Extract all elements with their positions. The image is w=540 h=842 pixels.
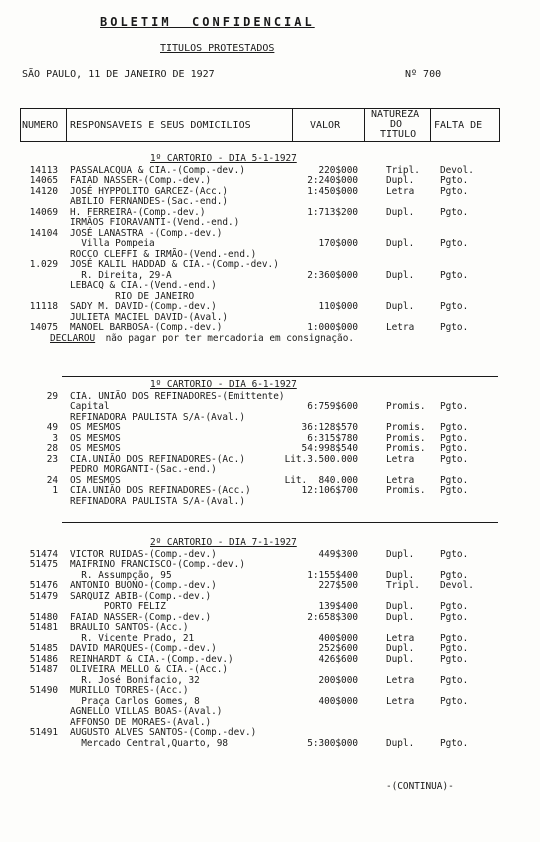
row-falta: Pgto.: [440, 301, 469, 312]
row-natureza: Dupl.: [386, 653, 415, 665]
row-party: REFINADORA PAULISTA S/A-(Aval.): [70, 495, 245, 507]
row-party: MANOEL BARBOSA-(Comp.-dev.): [70, 322, 223, 333]
col-falta: FALTA DE: [434, 120, 483, 131]
row-party: Villa Pompeia: [70, 238, 155, 249]
col-natureza: NATUREZA: [371, 109, 420, 120]
row-valor: 227$500: [318, 580, 358, 591]
row-party: OS MESMOS: [70, 474, 121, 486]
row-party: R. José Bonifacio, 32: [70, 674, 200, 686]
row-valor: 426$600: [318, 653, 358, 665]
row-natureza: Letra: [386, 474, 415, 486]
row-party: LEBACQ & CIA.-(Vend.-end.): [70, 280, 217, 291]
row-party: IRMÃOS FIORAVANTI-(Vend.-end.): [70, 217, 240, 228]
row-falta: Pgto.: [440, 569, 469, 581]
section-divider: [62, 376, 498, 377]
row-party: FAIAD NASSER-(Comp.-dev.): [70, 611, 212, 623]
row-valor: 400$000: [318, 695, 358, 707]
col-numero: NUMERO: [22, 120, 59, 131]
bulletin-number: Nº 700: [405, 69, 442, 80]
row-number: 14075: [29, 322, 58, 333]
row-party: PORTO FELIZ: [70, 601, 166, 612]
row-falta: Pgto.: [440, 238, 469, 249]
row-valor: 110$000: [318, 301, 358, 312]
section-heading: 1º CARTORIO - DIA 6-1-1927: [150, 379, 297, 390]
row-falta: Pgto.: [440, 185, 469, 197]
row-natureza: Letra: [386, 322, 415, 333]
row-natureza: Dupl.: [386, 548, 415, 560]
row-number: 11118: [29, 301, 58, 312]
col-responsaveis: RESPONSAVEIS E SEUS DOMICILIOS: [70, 120, 251, 131]
row-party: Mercado Central,Quarto, 98: [70, 737, 229, 749]
note-text: não pagar por ter mercadoria em consignação.: [100, 332, 354, 344]
row-valor: 1:155$400: [307, 569, 358, 581]
row-number: 51487: [29, 664, 58, 675]
row-number: 14113: [29, 164, 58, 176]
row-party: AFFONSO DE MORAES-(Aval.): [70, 716, 212, 728]
row-valor: 1:000$000: [307, 322, 358, 333]
row-valor: 6:759$600: [307, 401, 358, 412]
row-valor: 170$000: [318, 238, 358, 249]
col-natureza-do: DO: [390, 119, 403, 130]
row-party: AGNELLO VILLAS BOAS-(Aval.): [70, 706, 223, 717]
row-number: 51490: [29, 685, 58, 696]
row-valor: 400$000: [318, 632, 358, 644]
column-divider: [66, 108, 67, 142]
row-number: 51486: [29, 653, 58, 665]
row-falta: Pgto.: [440, 453, 469, 465]
section-heading: 1º CARTORIO - DIA 5-1-1927: [150, 153, 297, 164]
row-party: Praça Carlos Gomes, 8: [70, 695, 200, 707]
row-natureza: Letra: [386, 674, 415, 686]
row-party: PEDRO MORGANTI-(Sac.-end.): [70, 464, 217, 475]
row-valor: 200$000: [318, 674, 358, 686]
row-falta: Pgto.: [440, 322, 469, 333]
place-date: SÃO PAULO, 11 DE JANEIRO DE 1927: [22, 69, 215, 80]
row-natureza: Letra: [386, 453, 415, 465]
row-natureza: Dupl.: [386, 643, 415, 654]
document-subtitle: TITULOS PROTESTADOS: [160, 43, 275, 54]
row-number: 29: [46, 390, 58, 402]
row-natureza: Dupl.: [386, 206, 415, 218]
row-party: DAVID MARQUES-(Comp.-dev.): [70, 643, 217, 654]
row-falta: Pgto.: [440, 611, 469, 623]
row-falta: Pgto.: [440, 269, 469, 281]
row-natureza: Promis.: [386, 422, 426, 433]
section-heading: 2º CARTORIO - DIA 7-1-1927: [150, 537, 297, 548]
row-falta: Pgto.: [440, 474, 469, 486]
document-title: BOLETIM CONFIDENCIAL: [100, 15, 315, 29]
row-number: 51479: [29, 590, 58, 602]
row-natureza: Dupl.: [386, 601, 415, 612]
row-number: 14120: [29, 185, 58, 197]
row-party: ABILIO FERNANDES-(Sac.-end.): [70, 196, 229, 207]
row-falta: Pgto.: [440, 601, 469, 612]
row-falta: Pgto.: [440, 422, 469, 433]
row-falta: Devol.: [440, 164, 474, 176]
row-falta: Pgto.: [440, 175, 469, 186]
row-number: 49: [46, 422, 58, 433]
row-valor: 6:315$780: [307, 432, 358, 444]
row-falta: Pgto.: [440, 548, 469, 560]
row-natureza: Letra: [386, 185, 415, 197]
row-party: JOSÉ KALIL HADDAD & CIA.-(Comp.-dev.): [70, 259, 279, 270]
row-number: 51480: [29, 611, 58, 623]
row-number: 28: [46, 443, 58, 454]
row-number: 24: [46, 474, 58, 486]
row-valor: Lit.3.500.000: [284, 453, 358, 465]
row-party: R. Vicente Prado, 21: [70, 632, 195, 644]
row-valor: 2:360$000: [307, 269, 358, 281]
row-natureza: Promis.: [386, 443, 426, 454]
row-number: 51475: [29, 559, 58, 570]
row-valor: 139$400: [318, 601, 358, 612]
row-number: 14104: [29, 227, 58, 239]
row-party: R. Direita, 29-A: [70, 269, 172, 281]
row-party: JOSÉ HYPPOLITO GARCEZ-(Acc.): [70, 185, 229, 197]
row-party: SARQUIZ ABIB-(Comp.-dev.): [70, 590, 212, 602]
row-natureza: Dupl.: [386, 569, 415, 581]
continua-mark: -(CONTINUA)-: [386, 781, 454, 792]
row-number: 51491: [29, 727, 58, 738]
row-party: MAIFRINO FRANCISCO-(Comp.-dev.): [70, 559, 245, 570]
row-party: AUGUSTO ALVES SANTOS-(Comp.-dev.): [70, 727, 257, 738]
row-party: PASSALACQUA & CIA.-(Comp.-dev.): [70, 164, 245, 176]
row-party: ROCCO CLEFFI & IRMÃO-(Vend.-end.): [70, 248, 257, 260]
row-falta: Pgto.: [440, 401, 469, 412]
row-natureza: Promis.: [386, 432, 426, 444]
row-party: OS MESMOS: [70, 432, 121, 444]
row-party: Capital: [70, 401, 110, 412]
row-natureza: Tripl.: [386, 580, 420, 591]
row-party: SADY M. DAVID-(Comp.-dev.): [70, 301, 217, 312]
row-falta: Pgto.: [440, 632, 469, 644]
row-falta: Pgto.: [440, 653, 469, 665]
row-falta: Pgto.: [440, 485, 469, 496]
row-number: 1: [52, 485, 58, 496]
row-natureza: Letra: [386, 695, 415, 707]
row-falta: Pgto.: [440, 443, 469, 454]
row-valor: 1:450$000: [307, 185, 358, 197]
row-natureza: Promis.: [386, 401, 426, 412]
row-valor: 2:240$000: [307, 175, 358, 186]
row-valor: 449$300: [318, 548, 358, 560]
col-valor: VALOR: [310, 120, 341, 131]
row-natureza: Letra: [386, 632, 415, 644]
row-party: H. FERREIRA-(Comp.-dev.): [70, 206, 206, 218]
column-divider: [364, 108, 365, 142]
row-falta: Pgto.: [440, 674, 469, 686]
row-party: CIA.UNIÃO DOS REFINADORES-(Ac.): [70, 453, 245, 465]
row-party: JULIETA MACIEL DAVID-(Aval.): [70, 311, 229, 323]
column-divider: [292, 108, 293, 142]
row-falta: Pgto.: [440, 695, 469, 707]
row-party: MURILLO TORRES-(Acc.): [70, 685, 189, 696]
row-falta: Pgto.: [440, 643, 469, 654]
row-party: JOSÉ LANASTRA -(Comp.-dev.): [70, 227, 223, 239]
row-valor: Lit. 840.000: [284, 474, 358, 486]
row-party: CIA. UNIÃO DOS REFINADORES-(Emittente): [70, 390, 285, 402]
row-number: 51476: [29, 580, 58, 591]
row-valor: 12:106$700: [301, 485, 358, 496]
row-party: RIO DE JANEIRO: [70, 290, 195, 302]
row-number: 1.029: [29, 259, 58, 270]
row-party: OLIVEIRA MELLO & CIA.-(Acc.): [70, 664, 229, 675]
row-valor: 5:300$000: [307, 737, 358, 749]
row-party: REINHARDT & CIA.-(Comp.-dev.): [70, 653, 234, 665]
row-number: 51485: [29, 643, 58, 654]
row-party: ANTONIO BUONO-(Comp.-dev.): [70, 580, 217, 591]
column-divider: [430, 108, 431, 142]
row-party: REFINADORA PAULISTA S/A-(Aval.): [70, 411, 245, 423]
row-valor: 1:713$200: [307, 206, 358, 218]
row-falta: Devol.: [440, 580, 474, 591]
row-natureza: Tripl.: [386, 164, 420, 176]
row-natureza: Dupl.: [386, 611, 415, 623]
row-natureza: Dupl.: [386, 737, 415, 749]
row-number: 3: [52, 432, 58, 444]
row-valor: 2:658$300: [307, 611, 358, 623]
row-natureza: Dupl.: [386, 301, 415, 312]
row-party: BRAULIO SANTOS-(Acc.): [70, 622, 189, 633]
section-divider: [62, 522, 498, 523]
row-party: VICTOR RUIDAS-(Comp.-dev.): [70, 548, 217, 560]
row-valor: 36:128$570: [301, 422, 358, 433]
row-valor: 252$600: [318, 643, 358, 654]
row-valor: 220$000: [318, 164, 358, 176]
row-number: 23: [46, 453, 58, 465]
row-party: CIA.UNIÃO DOS REFINADORES-(Acc.): [70, 485, 251, 496]
row-falta: Pgto.: [440, 737, 469, 749]
row-number: 14069: [29, 206, 58, 218]
row-party: OS MESMOS: [70, 422, 121, 433]
note-label: DECLAROU: [50, 332, 96, 344]
row-natureza: Dupl.: [386, 175, 415, 186]
row-valor: 54:998$540: [301, 443, 358, 454]
col-natureza-titulo: TITULO: [380, 129, 417, 140]
row-natureza: Promis.: [386, 485, 426, 496]
row-falta: Pgto.: [440, 432, 469, 444]
row-number: 51474: [29, 548, 58, 560]
row-natureza: Dupl.: [386, 269, 415, 281]
row-falta: Pgto.: [440, 206, 469, 218]
row-number: 51481: [29, 622, 58, 633]
row-party: FAIAD NASSER-(Comp.-dev.): [70, 175, 212, 186]
row-natureza: Dupl.: [386, 238, 415, 249]
row-party: R. Assumpção, 95: [70, 569, 172, 581]
row-number: 14065: [29, 175, 58, 186]
row-party: OS MESMOS: [70, 443, 121, 454]
